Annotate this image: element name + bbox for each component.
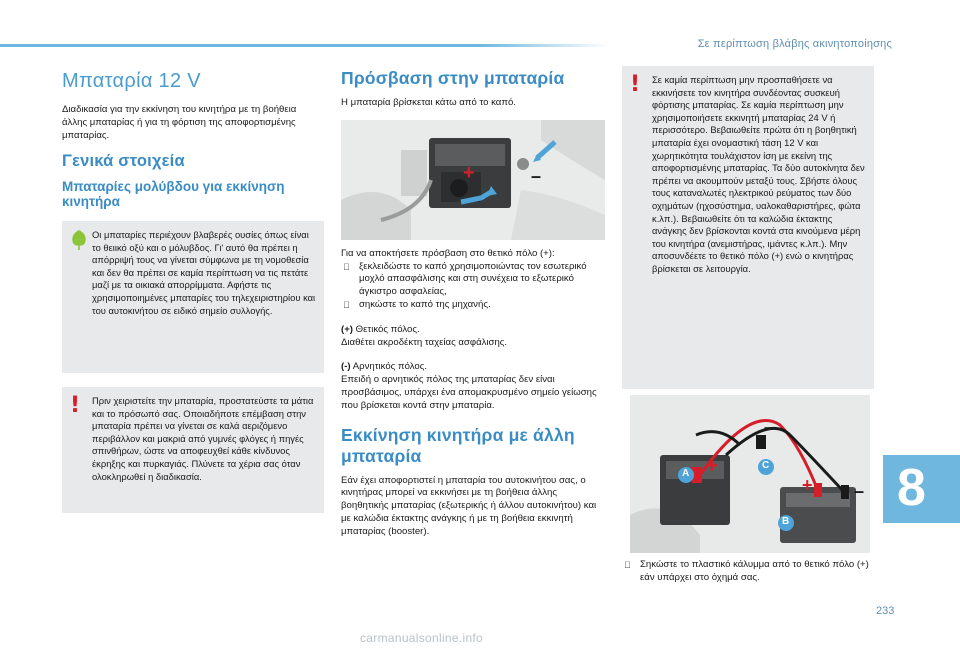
lead-battery-heading: Μπαταρίες μολύβδου για εκκίνηση κινητήρα (62, 179, 285, 209)
negative-terminal-detail: Επειδή ο αρνητικός πόλος της μπαταρίας δεν είναι προσβάσιμος, υπάρχει ένα απομακρυσμένο σημείο γείωσης που βρίσκεται κοντά στην μπαταρία. (341, 374, 597, 411)
chapter-number: 8 (897, 459, 926, 517)
environment-note (62, 221, 324, 373)
column-right (622, 66, 874, 585)
label-c: C (762, 460, 770, 471)
negative-terminal-label: – (531, 165, 542, 186)
positive-terminal-name: Θετικός πόλος. (353, 323, 420, 335)
access-step-1-text: ξεκλειδώστε το καπό χρησιμοποιώντας τον εσωτερικό μοχλό απασφάλισης και στη συνέχεια το εξωτερικό άγκιστρο ασφαλείας, (359, 260, 587, 298)
remove-cover-step (622, 559, 874, 585)
access-step-1 (341, 261, 607, 299)
access-step-2-text: σηκώστε το καπό της μηχανής. (359, 298, 491, 310)
negative-terminal-symbol: (-) (341, 361, 351, 373)
battery-under-hood-illustration (341, 120, 605, 240)
column-left (62, 62, 324, 513)
positive-terminal-detail: Διαθέτει ακροδέκτη ταχείας ασφάλισης. (341, 336, 508, 348)
negative-terminal-name: Αρνητικός πόλος. (350, 361, 427, 373)
page-number: 233 (876, 605, 895, 617)
bullet-marker-2 (343, 299, 350, 312)
warning-icon: ! (630, 72, 641, 97)
warning-icon: ! (70, 393, 81, 418)
safety-warning-note (62, 387, 324, 513)
jump-cables-illustration (630, 395, 870, 553)
general-heading: Γενικά στοιχεία (62, 152, 185, 170)
running-head: Σε περίπτωση βλάβης ακινητοποίησης (697, 38, 892, 50)
positive-terminal-desc (341, 324, 607, 350)
positive-terminal-label: + (463, 161, 475, 184)
negative-terminal-desc (341, 361, 607, 412)
remove-cover-text: Σηκώστε το πλαστικό κάλυμμα από το θετικό πόλο (+) εάν υπάρχει στο όχημά σας. (640, 559, 869, 583)
positive-terminal-symbol: (+) (341, 323, 353, 335)
jump-start-warning-note (622, 66, 874, 389)
column-middle (341, 62, 607, 539)
label-b: B (782, 516, 790, 527)
jump-start-text: Εάν έχει αποφορτιστεί η μπαταρία του αυτοκινήτου σας, ο κινητήρας μπορεί να εκκινήσει με τη βοήθεια άλλης βοηθητικής μπαταρίας (εξωτερικής ή άλλου αυτοκινήτου) και με καλώδια έκτακτης ανάγκης ή με τη βοήθεια εκκινητή μπαταρίας (booster). (341, 474, 597, 537)
jump-start-warning-text: Σε καμία περίπτωση μην προσπαθήσετε να εκκινήσετε τον κινητήρα συνδέοντας συσκευή φόρτισης μπαταρίας. Σε καμία περίπτωση μην χρησιμοποιήσετε εκκινητή μπαταρίας 24 V ή περισσότερο. Βεβαιωθείτε πρώτα ότι η βοηθητική μπαταρία έχει ονομαστική τάση 12 V και χωρητικότητα τουλάχιστον ίση με εκείνη της αποφορτισμένης μπαταρίας. Τα δύο αυτοκίνητα δεν πρέπει να ακουμπούν μεταξύ τους. Σβήστε όλους τους καταναλωτές ηλεκτρικού ρεύματος των δύο οχημάτων (ηχοσύστημα, υαλοκαθαριστήρες, φώτα κ.λπ.). Βεβαιωθείτε ότι τα καλώδια έκτακτης ανάγκης δεν βρίσκονται κοντά στα κινούμενα μέρη του κινητήρα (ανεμιστήρας, ιμάντες κ.λπ.). Μην αποσυνδέετε το θετικό πόλο (+) ενώ ο κινητήρας βρίσκεται σε λειτουργία. (652, 74, 865, 274)
plus-label-booster: + (802, 475, 813, 495)
environment-note-text: Οι μπαταρίες περιέχουν βλαβερές ουσίες όπως είναι το θειικό οξύ και ο μόλυβδος. Γι' αυτό θα πρέπει η απόρριψή τους να γίνεται σύμφωνα με τη νομοθεσία και δεν θα πρέπει σε καμία περίπτωση να τις πετάτε μαζί με τα οικιακά απορρίμματα. Αφήστε τις χρησιμοποιημένες μπαταρίες του τηλεχειριστηρίου και του αυτοκινήτου σε ειδικό σημείο συλλογής. (92, 229, 316, 316)
jump-start-heading: Εκκίνηση κινητήρα με άλλη μπαταρία (341, 424, 575, 466)
battery-access-heading: Πρόσβαση στην μπαταρία (341, 68, 565, 88)
minus-label-booster: – (854, 481, 865, 501)
bullet-marker-3 (624, 559, 631, 572)
header-rule (0, 44, 480, 47)
page-title: Μπαταρία 12 V (62, 70, 201, 92)
battery-location-text: Η μπαταρία βρίσκεται κάτω από το καπό. (341, 97, 516, 108)
access-step-2 (341, 299, 607, 312)
watermark: carmanualsonline.info (360, 631, 484, 645)
positive-access-intro: Για να αποκτήσετε πρόσβαση στο θετικό πόλο (+): (341, 247, 555, 259)
intro-text: Διαδικασία για την εκκίνηση του κινητήρα με τη βοήθεια άλλης μπαταρίας ή για τη φόρτιση της αποφορτισμένης μπαταρίας. (62, 104, 297, 141)
label-a: A (682, 468, 690, 479)
plus-label-discharged: + (706, 455, 718, 477)
safety-warning-text: Πριν χειριστείτε την μπαταρία, προστατεύστε τα μάτια και το πρόσωπό σας. Οποιαδήποτε επέμβαση στην μπαταρία πρέπει να γίνεται σε καλά αεριζόμενο περιβάλλον και μακριά από γυμνές φλόγες ή πηγές σπινθήρων, ώστε να αποφευχθεί κάθε κίνδυνος έκρηξης και πυρκαγιάς. Πλύνετε τα χέρια σας όταν ολοκληρωθεί η διαδικασία. (92, 395, 314, 482)
minus-label-ground: – (764, 417, 775, 437)
bullet-marker-1 (343, 261, 350, 274)
eco-leaf-icon (70, 229, 88, 255)
header-rule-fade (480, 44, 610, 47)
